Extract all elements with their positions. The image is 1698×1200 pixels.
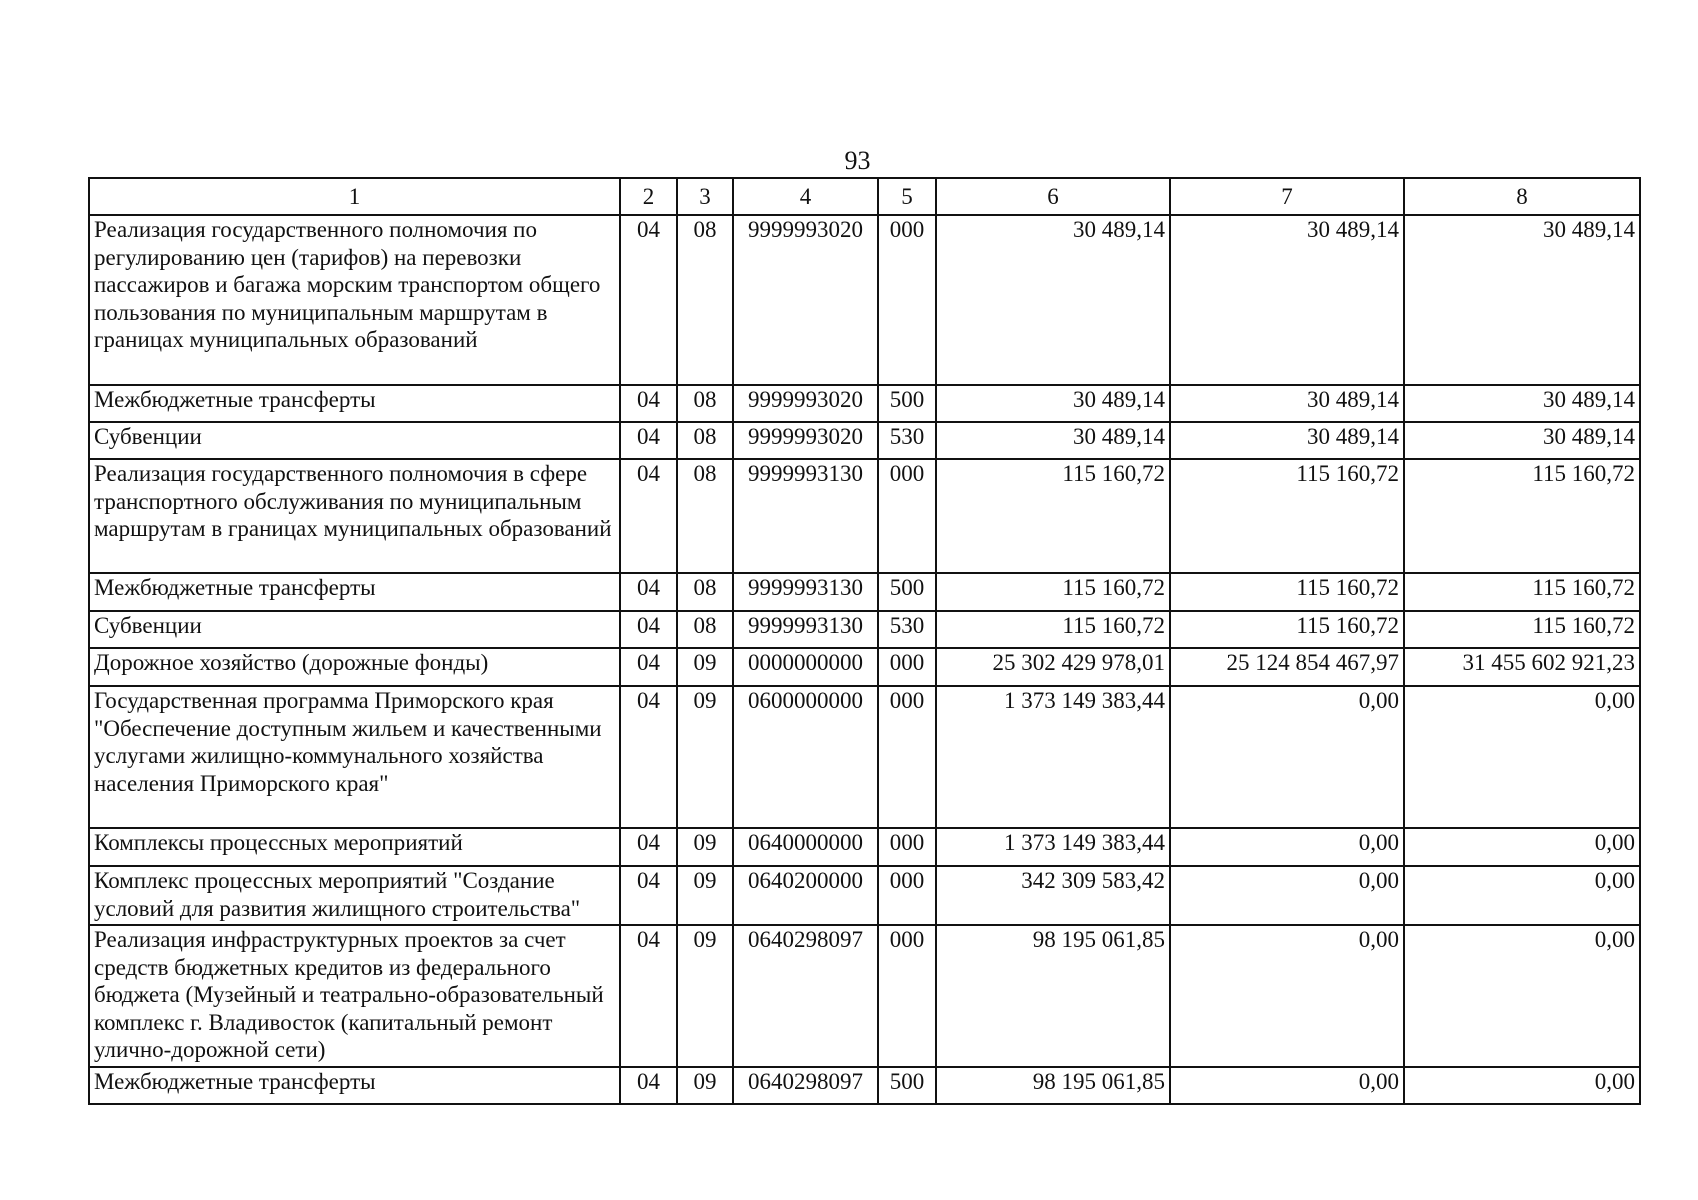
column-header: 2 bbox=[620, 178, 677, 215]
row-name: Субвенции bbox=[89, 611, 620, 648]
column-header: 8 bbox=[1404, 178, 1640, 215]
target-article-code: 9999993020 bbox=[733, 385, 878, 422]
column-header: 7 bbox=[1170, 178, 1404, 215]
target-article-code: 9999993130 bbox=[733, 459, 878, 573]
target-article-code: 9999993020 bbox=[733, 422, 878, 459]
row-name: Комплекс процессных мероприятий "Создание условий для развития жилищного строительства" bbox=[89, 866, 620, 925]
row-name: Межбюджетные трансферты bbox=[89, 573, 620, 611]
subsection-code: 08 bbox=[677, 459, 733, 573]
amount-col7: 115 160,72 bbox=[1170, 573, 1404, 611]
amount-col6: 115 160,72 bbox=[936, 573, 1170, 611]
table-row bbox=[89, 828, 1640, 866]
amount-col8: 31 455 602 921,23 bbox=[1404, 648, 1640, 686]
target-article-code: 0640298097 bbox=[733, 925, 878, 1067]
amount-col8: 0,00 bbox=[1404, 686, 1640, 828]
section-code: 04 bbox=[620, 611, 677, 648]
column-header: 5 bbox=[878, 178, 936, 215]
amount-col8: 0,00 bbox=[1404, 866, 1640, 925]
amount-col7: 0,00 bbox=[1170, 925, 1404, 1067]
expense-type-code: 000 bbox=[878, 686, 936, 828]
expense-type-code: 500 bbox=[878, 573, 936, 611]
subsection-code: 09 bbox=[677, 828, 733, 866]
subsection-code: 09 bbox=[677, 648, 733, 686]
amount-col8: 30 489,14 bbox=[1404, 215, 1640, 385]
row-name: Реализация инфраструктурных проектов за счет средств бюджетных кредитов из федерального бюджета (Музейный и театрально-образовательный комплекс г. Владивосток (капитальный ремонт улично-дорожной сети) bbox=[89, 925, 620, 1067]
table-row bbox=[89, 459, 1640, 573]
expense-type-code: 000 bbox=[878, 648, 936, 686]
subsection-code: 08 bbox=[677, 611, 733, 648]
subsection-code: 08 bbox=[677, 422, 733, 459]
amount-col8: 115 160,72 bbox=[1404, 573, 1640, 611]
expense-type-code: 000 bbox=[878, 215, 936, 385]
row-name: Реализация государственного полномочия по регулированию цен (тарифов) на перевозки пассажиров и багажа морским транспортом общего пользования по муниципальным маршрутам в границах муниципальных образований bbox=[89, 215, 620, 385]
amount-col6: 30 489,14 bbox=[936, 385, 1170, 422]
amount-col7: 0,00 bbox=[1170, 828, 1404, 866]
table-row bbox=[89, 866, 1640, 925]
amount-col6: 1 373 149 383,44 bbox=[936, 686, 1170, 828]
row-name: Межбюджетные трансферты bbox=[89, 1067, 620, 1104]
amount-col7: 30 489,14 bbox=[1170, 215, 1404, 385]
section-code: 04 bbox=[620, 573, 677, 611]
column-header: 1 bbox=[89, 178, 620, 215]
subsection-code: 08 bbox=[677, 573, 733, 611]
amount-col6: 1 373 149 383,44 bbox=[936, 828, 1170, 866]
budget-table bbox=[88, 177, 1641, 1105]
expense-type-code: 500 bbox=[878, 1067, 936, 1104]
table-row bbox=[89, 1067, 1640, 1104]
table-row bbox=[89, 215, 1640, 385]
column-header: 3 bbox=[677, 178, 733, 215]
amount-col6: 30 489,14 bbox=[936, 422, 1170, 459]
subsection-code: 09 bbox=[677, 686, 733, 828]
target-article-code: 0640200000 bbox=[733, 866, 878, 925]
amount-col7: 115 160,72 bbox=[1170, 611, 1404, 648]
section-code: 04 bbox=[620, 1067, 677, 1104]
amount-col6: 30 489,14 bbox=[936, 215, 1170, 385]
target-article-code: 0000000000 bbox=[733, 648, 878, 686]
section-code: 04 bbox=[620, 828, 677, 866]
expense-type-code: 000 bbox=[878, 925, 936, 1067]
amount-col6: 115 160,72 bbox=[936, 459, 1170, 573]
expense-type-code: 500 bbox=[878, 385, 936, 422]
section-code: 04 bbox=[620, 422, 677, 459]
amount-col6: 25 302 429 978,01 bbox=[936, 648, 1170, 686]
amount-col6: 98 195 061,85 bbox=[936, 1067, 1170, 1104]
amount-col7: 0,00 bbox=[1170, 686, 1404, 828]
expense-type-code: 000 bbox=[878, 828, 936, 866]
amount-col8: 115 160,72 bbox=[1404, 611, 1640, 648]
subsection-code: 08 bbox=[677, 385, 733, 422]
amount-col6: 115 160,72 bbox=[936, 611, 1170, 648]
subsection-code: 09 bbox=[677, 866, 733, 925]
amount-col7: 25 124 854 467,97 bbox=[1170, 648, 1404, 686]
section-code: 04 bbox=[620, 866, 677, 925]
table-row bbox=[89, 925, 1640, 1067]
amount-col6: 98 195 061,85 bbox=[936, 925, 1170, 1067]
target-article-code: 0600000000 bbox=[733, 686, 878, 828]
row-name: Реализация государственного полномочия в сфере транспортного обслуживания по муниципальным маршрутам в границах муниципальных образований bbox=[89, 459, 620, 573]
subsection-code: 09 bbox=[677, 1067, 733, 1104]
amount-col7: 30 489,14 bbox=[1170, 385, 1404, 422]
expense-type-code: 530 bbox=[878, 422, 936, 459]
amount-col7: 0,00 bbox=[1170, 866, 1404, 925]
target-article-code: 9999993130 bbox=[733, 573, 878, 611]
amount-col8: 0,00 bbox=[1404, 1067, 1640, 1104]
amount-col7: 115 160,72 bbox=[1170, 459, 1404, 573]
row-name: Дорожное хозяйство (дорожные фонды) bbox=[89, 648, 620, 686]
table-row bbox=[89, 385, 1640, 422]
amount-col7: 30 489,14 bbox=[1170, 422, 1404, 459]
target-article-code: 9999993020 bbox=[733, 215, 878, 385]
section-code: 04 bbox=[620, 686, 677, 828]
table-row bbox=[89, 422, 1640, 459]
amount-col8: 30 489,14 bbox=[1404, 385, 1640, 422]
column-number-header-row bbox=[89, 178, 1640, 215]
expense-type-code: 000 bbox=[878, 866, 936, 925]
section-code: 04 bbox=[620, 648, 677, 686]
subsection-code: 08 bbox=[677, 215, 733, 385]
amount-col8: 115 160,72 bbox=[1404, 459, 1640, 573]
amount-col7: 0,00 bbox=[1170, 1067, 1404, 1104]
amount-col6: 342 309 583,42 bbox=[936, 866, 1170, 925]
page-number: 93 bbox=[844, 146, 871, 175]
table-row bbox=[89, 611, 1640, 648]
section-code: 04 bbox=[620, 215, 677, 385]
column-header: 4 bbox=[733, 178, 878, 215]
target-article-code: 0640000000 bbox=[733, 828, 878, 866]
table-row bbox=[89, 686, 1640, 828]
amount-col8: 30 489,14 bbox=[1404, 422, 1640, 459]
table-row bbox=[89, 573, 1640, 611]
expense-type-code: 000 bbox=[878, 459, 936, 573]
row-name: Государственная программа Приморского края "Обеспечение доступным жильем и качественными услугами жилищно-коммунального хозяйства населения Приморского края" bbox=[89, 686, 620, 828]
row-name: Межбюджетные трансферты bbox=[89, 385, 620, 422]
expense-type-code: 530 bbox=[878, 611, 936, 648]
target-article-code: 0640298097 bbox=[733, 1067, 878, 1104]
column-header: 6 bbox=[936, 178, 1170, 215]
target-article-code: 9999993130 bbox=[733, 611, 878, 648]
section-code: 04 bbox=[620, 925, 677, 1067]
row-name: Субвенции bbox=[89, 422, 620, 459]
row-name: Комплексы процессных мероприятий bbox=[89, 828, 620, 866]
table-row bbox=[89, 648, 1640, 686]
subsection-code: 09 bbox=[677, 925, 733, 1067]
section-code: 04 bbox=[620, 385, 677, 422]
section-code: 04 bbox=[620, 459, 677, 573]
amount-col8: 0,00 bbox=[1404, 925, 1640, 1067]
amount-col8: 0,00 bbox=[1404, 828, 1640, 866]
